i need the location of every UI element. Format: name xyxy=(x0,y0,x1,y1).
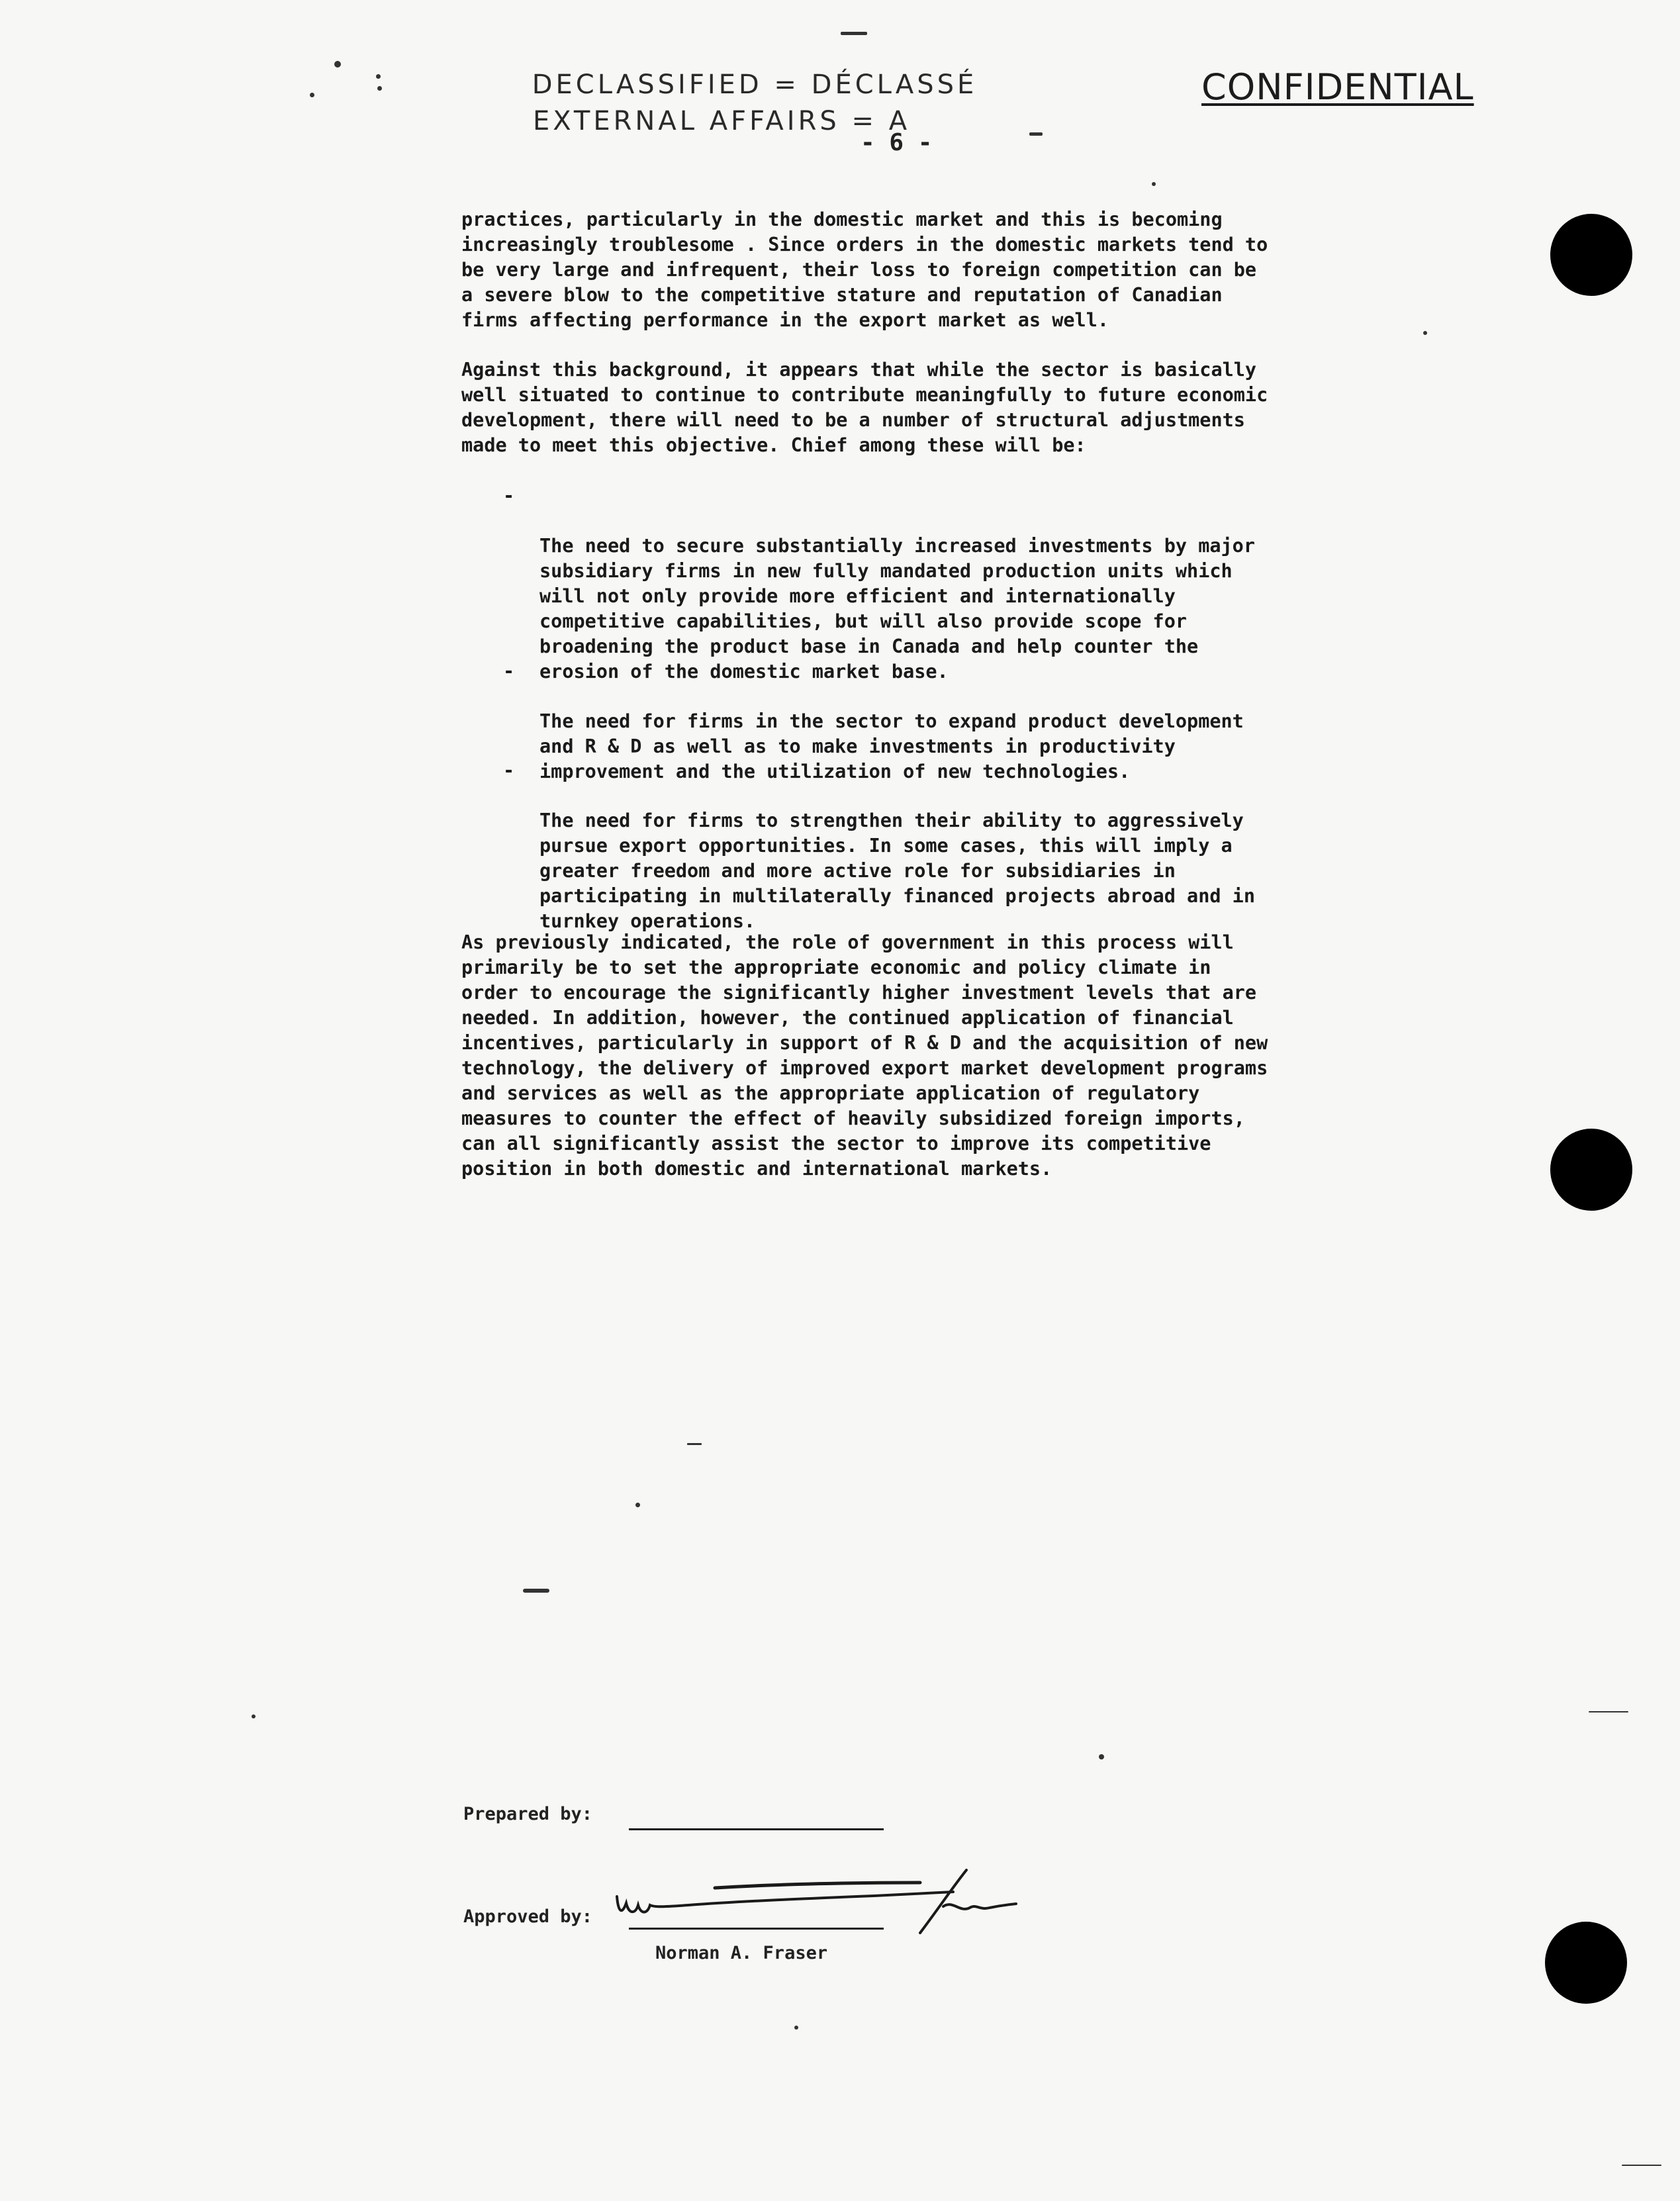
scan-speck xyxy=(1099,1754,1104,1759)
scan-speck xyxy=(310,93,314,97)
prepared-by-label: Prepared by: xyxy=(463,1804,593,1824)
scan-speck xyxy=(1423,331,1427,335)
bullet-marker: - xyxy=(503,485,515,506)
scan-speck xyxy=(252,1714,256,1718)
list-item-text: The need for firms to strengthen their ability to aggressively pursue export opportunities. In some cases, this will imply a greater freedom and more active role for subsidiaries in participating in multilaterally financed projects abroad and in turnkey operations. xyxy=(539,810,1255,932)
prepared-by-signature-line xyxy=(629,1828,884,1830)
classification-marking: CONFIDENTIAL xyxy=(1201,66,1474,108)
scan-speck xyxy=(841,32,867,35)
bullet-marker: - xyxy=(503,660,515,682)
scan-speck xyxy=(1029,132,1043,136)
punch-hole xyxy=(1545,1922,1627,2004)
body-paragraph-1: practices, particularly in the domestic market and this is becoming increasingly troublesome . Since orders in the domestic markets tend to be very large and infrequent, their loss to foreign competition can be a severe blow to the competitive stature and reputation of Canadian firms affecting performance in the export market as well. xyxy=(461,209,1268,331)
signer-name: Norman A. Fraser xyxy=(655,1943,828,1963)
external-affairs-stamp: EXTERNAL AFFAIRS = A xyxy=(532,106,911,136)
bullet-marker: - xyxy=(503,759,515,781)
declassified-stamp: DECLASSIFIED = DÉCLASSÉ xyxy=(532,70,978,100)
list-item-text: The need to secure substantially increased investments by major subsidiary firms in new fully mandated production units which will not only provide more efficient and internationally competitive capabilities, but will also provide scope for broadening the product base in Canada and help counter the erosion of the domestic market base. xyxy=(539,535,1255,682)
scan-speck xyxy=(377,86,382,91)
body-paragraph-3: As previously indicated, the role of government in this process will primarily be to set the appropriate economic and policy climate in order to encourage the significantly higher investment levels that are needed. In addition, however, the continued application of financial incentives, particularly in support of R & D and the acquisition of new technology, the delivery of improved export market development programs and services as well as the appropriate application of regulatory measures to counter the effect of heavily subsidized foreign imports, can all significantly assist the sector to improve its competitive position in both domestic and international markets. xyxy=(461,931,1268,1180)
list-item-text: The need for firms in the sector to expand product development and R & D as well as to make investments in productivity improvement and the utilization of new technologies. xyxy=(539,710,1244,782)
punch-hole xyxy=(1550,214,1632,296)
scan-speck xyxy=(635,1503,640,1507)
scan-speck xyxy=(1152,182,1156,186)
list-item xyxy=(503,758,1387,934)
scan-speck xyxy=(1622,2165,1661,2166)
punch-hole xyxy=(1550,1129,1632,1211)
scan-speck xyxy=(334,61,341,68)
scan-speck xyxy=(523,1589,549,1593)
body-paragraph-2: Against this background, it appears that while the sector is basically well situated to continue to contribute meaningfully to future economic development, there will need to be a number of structural adjustments made to meet this objective. Chief among these will be: xyxy=(461,359,1268,456)
page-number: - 6 - xyxy=(861,129,933,156)
handwritten-signature xyxy=(609,1867,1033,1940)
approved-by-label: Approved by: xyxy=(463,1906,593,1927)
list-item xyxy=(503,483,1387,684)
scan-speck xyxy=(376,74,381,79)
scan-speck xyxy=(794,2026,798,2030)
scan-speck xyxy=(687,1443,702,1445)
scan-speck xyxy=(1589,1711,1628,1712)
